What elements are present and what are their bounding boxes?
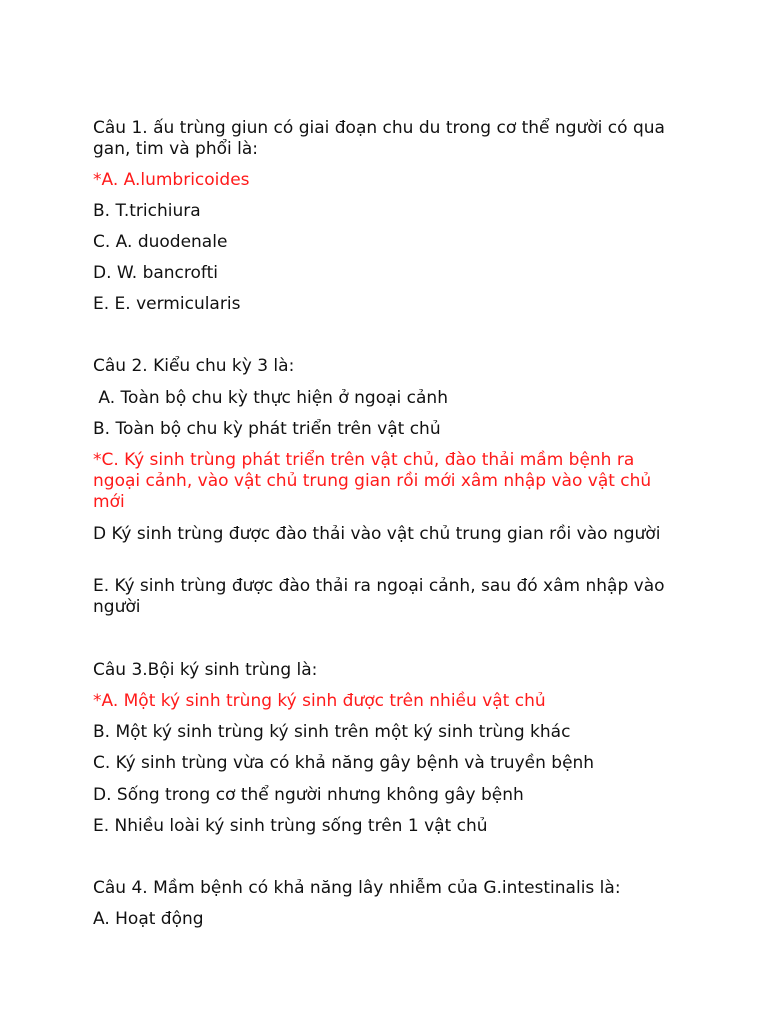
question-3-option-d: D. Sống trong cơ thể người nhưng không gây bệnh	[93, 785, 524, 805]
question-3-option-b: B. Một ký sinh trùng ký sinh trên một ký sinh trùng khác	[93, 722, 571, 742]
question-1-option-a-correct: *A. A.lumbricoides	[93, 170, 250, 190]
question-2-option-e: E. Ký sinh trùng được đào thải ra ngoại cảnh, sau đó xâm nhập vào người	[93, 576, 665, 617]
question-2-option-a: A. Toàn bộ chu kỳ thực hiện ở ngoại cảnh	[93, 388, 448, 408]
question-1-text: Câu 1. ấu trùng giun có giai đoạn chu du trong cơ thể người có qua gan, tim và phổi là:	[93, 118, 665, 159]
question-3-text: Câu 3.Bội ký sinh trùng là:	[93, 660, 318, 680]
question-3-option-a-correct: *A. Một ký sinh trùng ký sinh được trên nhiều vật chủ	[93, 691, 546, 711]
question-3-option-c: C. Ký sinh trùng vừa có khả năng gây bệnh và truyền bệnh	[93, 753, 595, 773]
question-2-option-d: D Ký sinh trùng được đào thải vào vật chủ trung gian rồi vào người	[93, 524, 661, 544]
question-4-option-a: A. Hoạt động	[93, 909, 204, 929]
question-2-option-c-correct: *C. Ký sinh trùng phát triển trên vật chủ, đào thải mầm bệnh ra ngoại cảnh, vào vật chủ trung gian rồi mới xâm nhập vào vật chủ mới	[93, 450, 652, 512]
question-1-option-b: B. T.trichiura	[93, 201, 201, 221]
question-3-option-e: E. Nhiều loài ký sinh trùng sống trên 1 vật chủ	[93, 816, 488, 836]
question-1-option-e: E. E. vermicularis	[93, 294, 241, 314]
question-1-option-c: C. A. duodenale	[93, 232, 228, 252]
question-4-text: Câu 4. Mầm bệnh có khả năng lây nhiễm của G.intestinalis là:	[93, 878, 621, 898]
question-2-option-b: B. Toàn bộ chu kỳ phát triển trên vật chủ	[93, 419, 441, 439]
question-2-text: Câu 2. Kiểu chu kỳ 3 là:	[93, 356, 295, 376]
question-1-option-d: D. W. bancrofti	[93, 263, 218, 283]
